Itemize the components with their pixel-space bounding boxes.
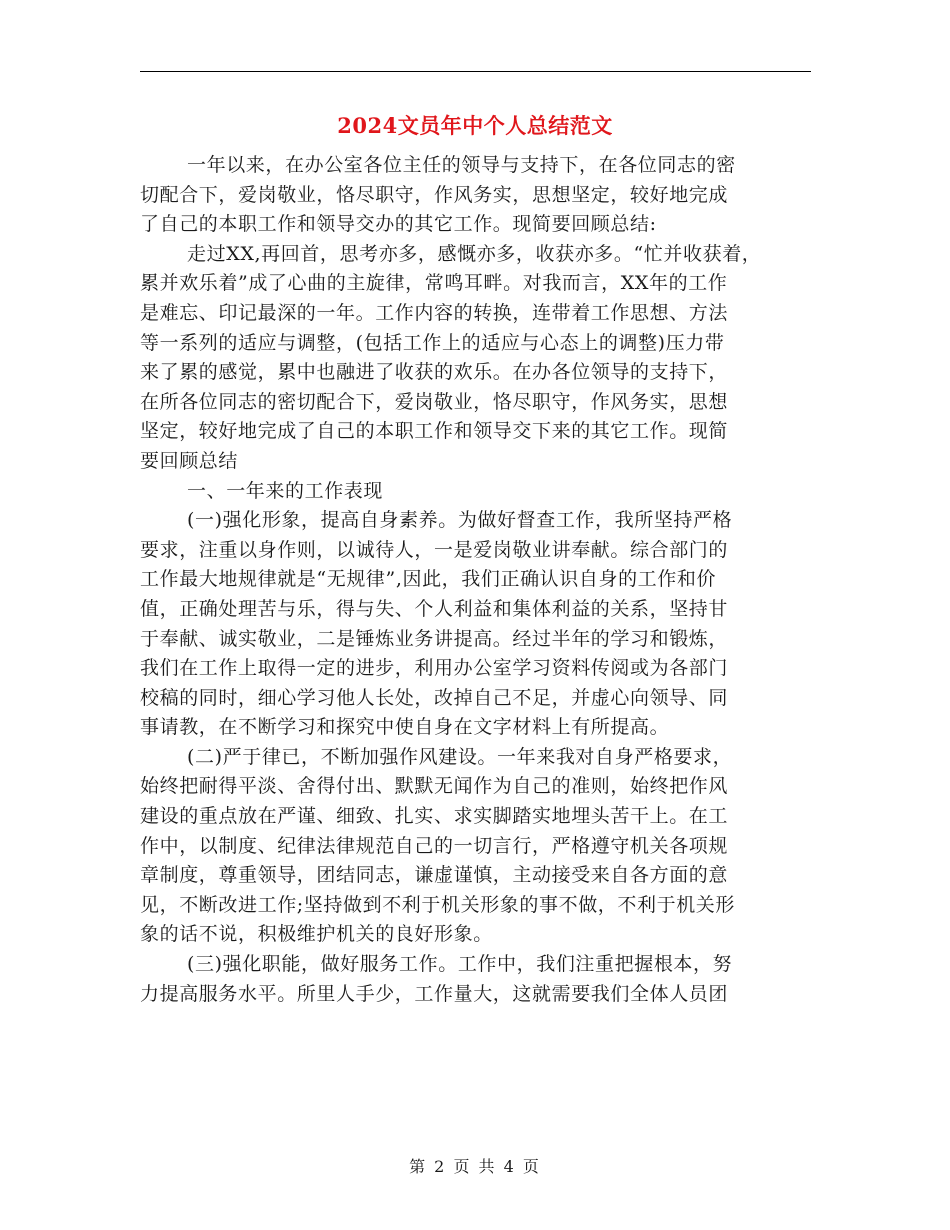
header-rule xyxy=(140,71,811,72)
text-line: 章制度，尊重领导，团结同志，谦虚谨慎，主动接受来自各方面的意 xyxy=(140,864,729,887)
text-line: 要求，注重以身作则，以诚待人，一是爱岗敬业讲奉献。综合部门的 xyxy=(140,538,729,561)
text-line: 累并欢乐着”成了心曲的主旋律，常鸣耳畔。对我而言，XX年的工作 xyxy=(140,272,728,295)
text-line: 值，正确处理苦与乐，得与失、个人利益和集体利益的关系，坚持甘 xyxy=(140,597,729,620)
document-title: 2024文员年中个人总结范文 xyxy=(337,113,613,138)
text-line: 要回顾总结 xyxy=(140,449,239,472)
text-line: (一)强化形象，提高自身素养。为做好督查工作，我所坚持严格 xyxy=(187,509,733,532)
text-line: 坚定，较好地完成了自己的本职工作和领导交下来的其它工作。现简 xyxy=(140,420,729,443)
text-line: 建设的重点放在严谨、细致、扎实、求实脚踏实地埋头苦干上。在工 xyxy=(140,805,729,828)
text-line: 了自己的本职工作和领导交办的其它工作。现简要回顾总结: xyxy=(140,213,657,236)
text-line: 力提高服务水平。所里人手少，工作量大，这就需要我们全体人员团 xyxy=(140,982,729,1005)
page-footer: 第 2 页 共 4 页 xyxy=(409,1157,541,1176)
text-line: 见，不断改进工作;坚持做到不利于机关形象的事不做，不利于机关形 xyxy=(140,893,736,916)
text-line: 于奉献、诚实敬业，二是锤炼业务讲提高。经过半年的学习和锻炼， xyxy=(140,627,729,650)
text-line: 来了累的感觉，累中也融进了收获的欢乐。在办各位领导的支持下， xyxy=(140,361,729,384)
text-line: 作中，以制度、纪律法律规范自己的一切言行，严格遵守机关各项规 xyxy=(140,834,729,857)
text-line: 始终把耐得平淡、舍得付出、默默无闻作为自己的准则，始终把作风 xyxy=(140,775,729,798)
text-line: 事请教，在不断学习和探究中使自身在文字材料上有所提高。 xyxy=(140,716,670,739)
text-line: 走过XX,再回首，思考亦多，感慨亦多，收获亦多。“忙并收获着， xyxy=(187,242,762,265)
text-line: 象的话不说，积极维护机关的良好形象。 xyxy=(140,923,493,946)
text-line: 是难忘、印记最深的一年。工作内容的转换，连带着工作思想、方法 xyxy=(140,301,729,324)
text-line: 我们在工作上取得一定的进步，利用办公室学习资料传阅或为各部门 xyxy=(140,657,729,680)
text-line: 一年以来，在办公室各位主任的领导与支持下，在各位同志的密 xyxy=(187,154,736,176)
text-line: 等一系列的适应与调整，(包括工作上的适应与心态上的调整)压力带 xyxy=(140,331,725,354)
document-body xyxy=(140,151,830,1009)
text-line: (三)强化职能，做好服务工作。工作中，我们注重把握根本，努 xyxy=(187,953,733,976)
text-line: (二)严于律已，不断加强作风建设。一年来我对自身严格要求， xyxy=(187,745,733,768)
text-line: 一、一年来的工作表现 xyxy=(187,479,384,502)
text-line: 在所各位同志的密切配合下，爱岗敬业，恪尽职守，作风务实，思想 xyxy=(140,390,729,413)
text-line: 工作最大地规律就是“无规律”,因此，我们正确认识自身的工作和价 xyxy=(140,568,717,591)
text-line: 校稿的同时，细心学习他人长处，改掉自己不足，并虚心向领导、同 xyxy=(140,686,729,709)
text-line: 切配合下，爱岗敬业，恪尽职守，作风务实，思想坚定，较好地完成 xyxy=(140,183,729,206)
